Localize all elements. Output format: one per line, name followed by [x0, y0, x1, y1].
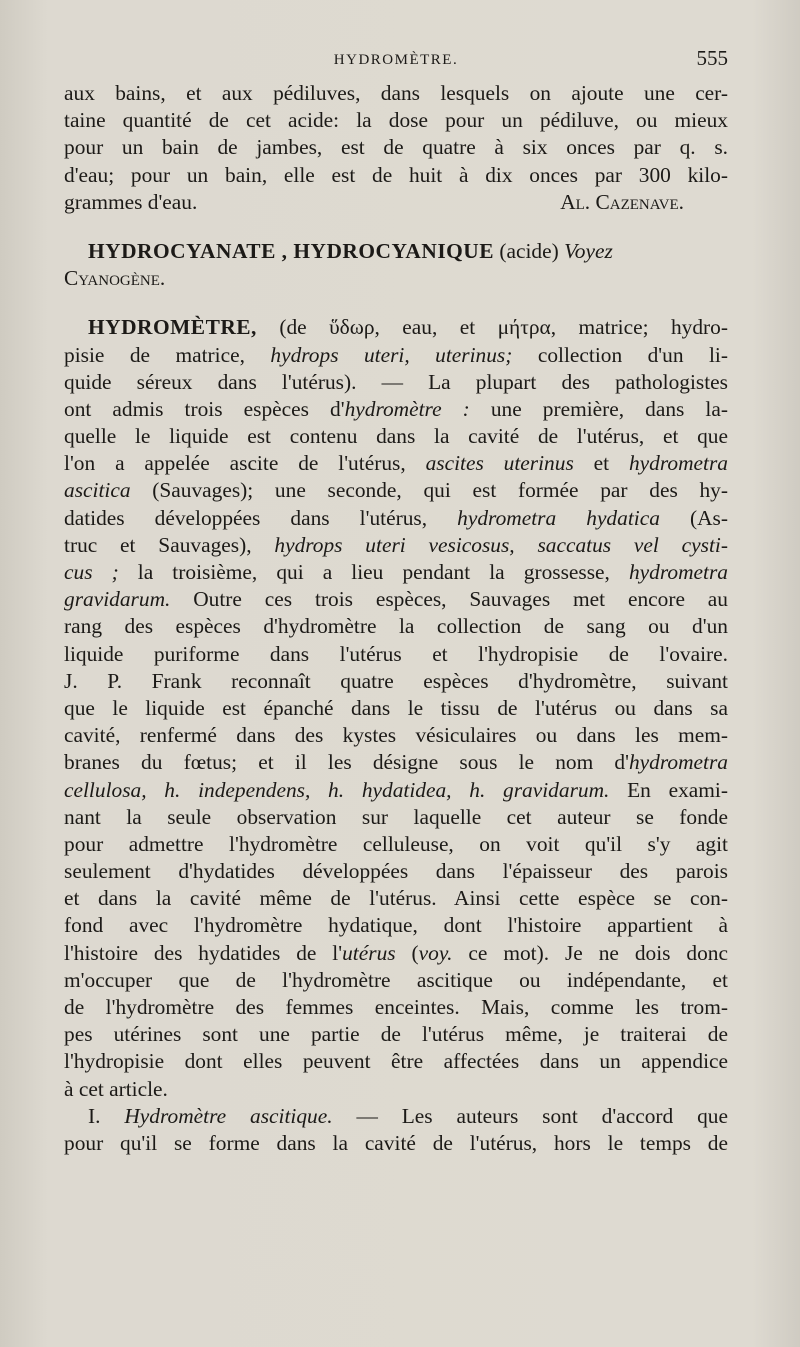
- text-line: [64, 641, 728, 668]
- text-line: [64, 1048, 728, 1075]
- italic-term: hydrometra: [628, 750, 728, 775]
- text-line: [64, 1130, 728, 1157]
- entry-headword: HYDROMÈTRE,: [88, 315, 257, 340]
- text-line: pour un bain de jambes, est de quatre à six onces par q. s.: [64, 135, 728, 160]
- entry-hydrocyanate: [64, 238, 728, 292]
- text-line: [64, 858, 728, 885]
- text-run: nant la seule observation sur laquelle cet auteur se fonde: [64, 804, 728, 829]
- text-run: pour admettre l'hydromètre celluleuse, on voit qu'il s'y agit: [64, 831, 728, 856]
- text-line: taine quantité de cet acide: la dose pour un pédiluve, ou mieux: [64, 108, 728, 133]
- text-run: (: [395, 940, 419, 965]
- text-line: [64, 668, 728, 695]
- text-run: (de ὕδωρ, eau, et μήτρα, matrice; hydro-: [256, 315, 728, 340]
- italic-term: cus ;: [64, 560, 119, 584]
- italic-term: Hydromètre ascitique.: [124, 1103, 333, 1128]
- text-line: [64, 722, 728, 749]
- text-run: m'occuper que de l'hydromètre ascitique ou indépendante, et: [64, 967, 728, 992]
- text-run: de l'hydromètre des femmes enceintes. Mais, comme les trom-: [64, 995, 728, 1019]
- text-run: pour qu'il se forme dans la cavité de l'utérus, hors le temps de: [64, 1130, 728, 1155]
- text-run: la troisième, qui a lieu pendant la grossesse,: [118, 560, 629, 584]
- text-run: liquide puriforme dans l'utérus et l'hydropisie de l'ovaire.: [64, 641, 728, 666]
- italic-term: hydrops uteri, uterinus;: [270, 342, 513, 367]
- text-line: [64, 695, 728, 722]
- text-line: [64, 396, 728, 423]
- text-run: fond avec l'hydromètre hydatique, dont l'histoire appartient à: [64, 913, 728, 938]
- italic-term: ascitica: [64, 478, 131, 503]
- text-run: truc et Sauvages),: [64, 532, 275, 557]
- text-line: [64, 369, 728, 396]
- text-run: — Les auteurs sont d'accord que: [332, 1103, 728, 1128]
- text-run: à cet article.: [64, 1076, 168, 1101]
- text-line: [64, 1076, 728, 1103]
- section-hydrometre-ascitique: [64, 1103, 728, 1157]
- text-line: [64, 749, 728, 776]
- text-run: pisie de matrice,: [64, 342, 271, 367]
- text-line: [64, 885, 728, 912]
- italic-term: hydrometra: [628, 451, 728, 476]
- text-line: [64, 342, 728, 369]
- italic-term: hydromètre :: [344, 396, 470, 421]
- signature-line: [64, 189, 728, 216]
- text-run: En exami-: [609, 777, 728, 802]
- text-run: une première, dans la-: [469, 396, 728, 421]
- text-line: [64, 505, 728, 532]
- text-line: [64, 586, 728, 613]
- text-run: branes du fœtus; et il les désigne sous le nom d': [64, 750, 629, 775]
- italic-term: cellulosa, h. independens, h. hydatidea, h. gravidarum.: [64, 777, 610, 802]
- text-line: [64, 1021, 728, 1048]
- italic-term: hydrometra: [628, 560, 728, 584]
- text-run: seulement d'hydatides développées dans l'épaisseur des parois: [64, 859, 728, 884]
- text-line: grammes d'eau.: [64, 189, 198, 214]
- text-run: rang des espèces d'hydromètre la collection de sang ou d'un: [64, 614, 728, 639]
- text-run: (Sauvages); une seconde, qui est formée par des hy-: [130, 478, 728, 503]
- text-run: l'hydropisie dont elles peuvent être affectées dans un appendice: [64, 1049, 728, 1074]
- text-line: [64, 940, 728, 967]
- text-run: ont admis trois espèces d': [64, 396, 345, 421]
- text-line: [64, 831, 728, 858]
- text-run: ce mot). Je ne dois donc: [452, 940, 728, 965]
- page-body: [64, 80, 728, 1157]
- text-run: et: [573, 451, 629, 476]
- text-line: [64, 450, 728, 477]
- text-run: cavité, renfermé dans des kystes vésiculaires ou dans les mem-: [64, 723, 728, 748]
- entry-qualifier: (acide): [494, 238, 565, 263]
- text-run: Outre ces trois espèces, Sauvages met encore au: [170, 587, 728, 612]
- text-line: [64, 967, 728, 994]
- author-signature: Al. Cazenave.: [560, 189, 684, 214]
- italic-term: hydrometra hydatica: [457, 505, 660, 530]
- italic-term: hydrops uteri vesicosus, saccatus vel cysti-: [274, 532, 728, 557]
- text-line: aux bains, et aux pédiluves, dans lesquels on ajoute une cer-: [64, 81, 728, 105]
- text-line: [64, 804, 728, 831]
- cross-reference-word: Voyez: [564, 238, 613, 263]
- text-run: I.: [88, 1103, 125, 1128]
- text-line: [64, 1103, 728, 1130]
- italic-term: voy.: [418, 940, 453, 965]
- text-line: [64, 532, 728, 559]
- text-run: pes utérines sont une partie de l'utérus même, je traiterai de: [64, 1022, 728, 1047]
- text-run: l'histoire des hydatides de l': [64, 940, 343, 965]
- page-number: 555: [696, 46, 728, 70]
- text-run: et dans la cavité même de l'utérus. Ainsi cette espèce se con-: [64, 886, 728, 911]
- text-run: collection d'un li-: [512, 342, 728, 367]
- text-run: quide séreux dans l'utérus). — La plupart des pathologistes: [64, 369, 728, 394]
- cross-reference-target: Cyanogène.: [64, 266, 166, 291]
- entry-headword: HYDROCYANATE , HYDROCYANIQUE: [88, 238, 495, 263]
- text-run: datides développées dans l'utérus,: [64, 505, 458, 530]
- text-line: [64, 314, 728, 341]
- italic-term: gravidarum.: [64, 587, 171, 612]
- text-line: [64, 777, 728, 804]
- italic-term: ascites uterinus: [425, 451, 574, 476]
- text-line: [64, 613, 728, 640]
- running-title: HYDROMÈTRE.: [333, 52, 459, 68]
- text-line: [64, 994, 728, 1021]
- text-run: l'on a appelée ascite de l'utérus,: [64, 451, 426, 476]
- paragraph-cazenave-end: [64, 80, 728, 216]
- text-run: quelle le liquide est contenu dans la cavité de l'utérus, et que: [64, 424, 728, 449]
- entry-heading-line: [64, 238, 728, 265]
- text-run: J. P. Frank reconnaît quatre espèces d'hydromètre, suivant: [64, 668, 728, 693]
- entry-hydrometre: [64, 314, 728, 1102]
- text-run: (As-: [659, 505, 728, 530]
- page-header: [64, 46, 728, 76]
- text-line: d'eau; pour un bain, elle est de huit à dix onces par 300 kilo-: [64, 162, 728, 187]
- text-line: [64, 912, 728, 939]
- text-run: que le liquide est épanché dans le tissu de l'utérus ou dans sa: [64, 695, 728, 720]
- text-line: [64, 477, 728, 504]
- text-line: [64, 423, 728, 450]
- text-line: [64, 559, 728, 586]
- italic-term: utérus: [342, 940, 396, 965]
